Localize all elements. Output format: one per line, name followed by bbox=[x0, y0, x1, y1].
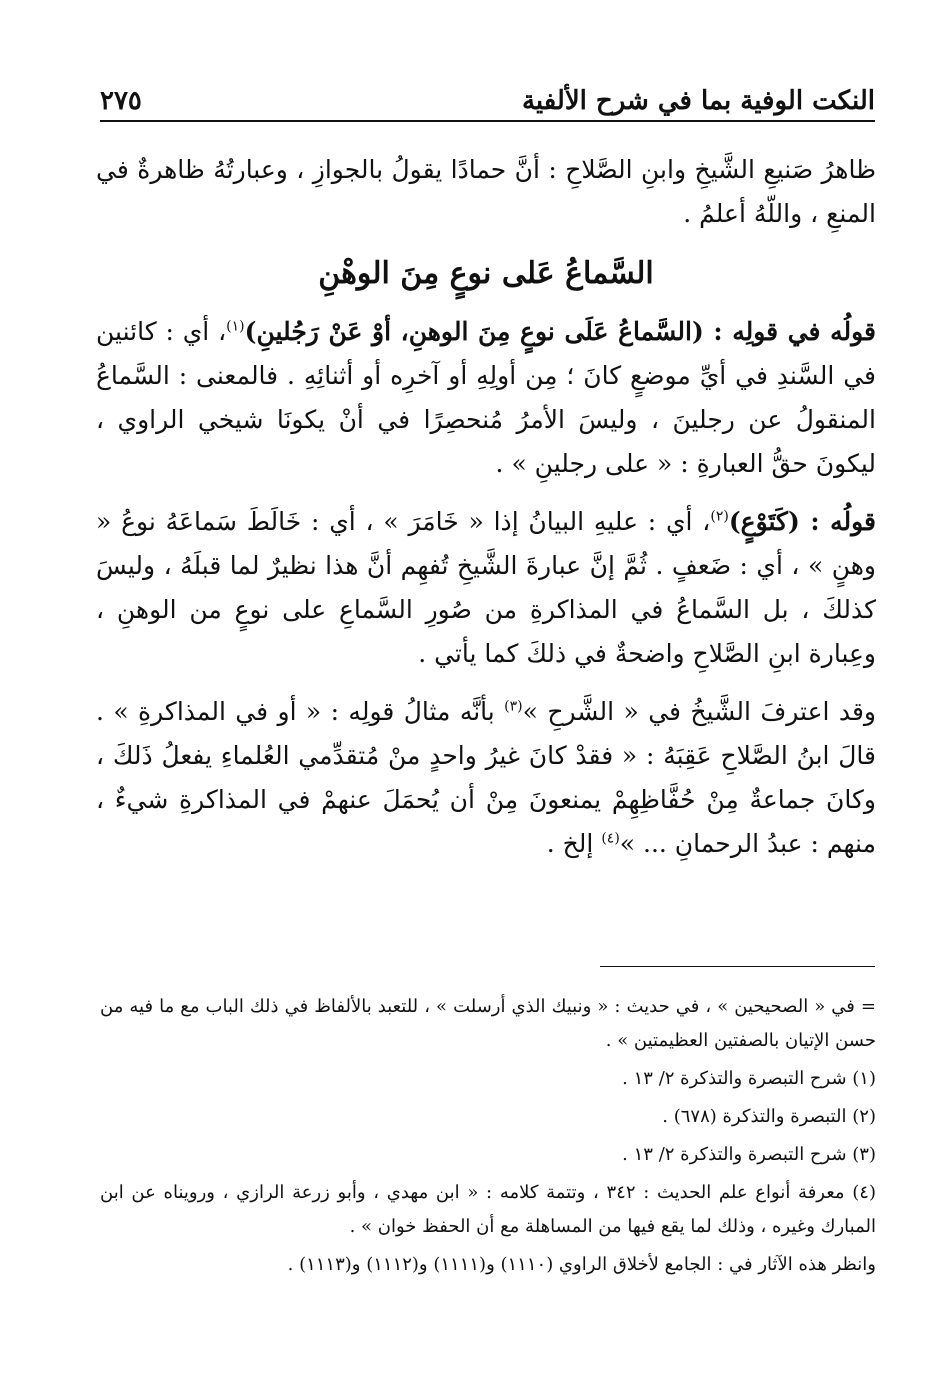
footnote-separator bbox=[600, 966, 875, 967]
paragraph-text: إلخ . bbox=[546, 829, 602, 858]
footnote-ref: (٤) bbox=[601, 830, 620, 847]
footnote-4: (٤) معرفة أنواع علم الحديث : ٣٤٢ ، وتتمة كلامه : « ابن مهدي ، وأبو زرعة الرازي ، ورويناه عن ابن المبارك وغيره ، وذلك لما يقع فيها من المساهلة مع أن الحفظ خوان » . bbox=[100, 1182, 876, 1237]
book-title: النكت الوفية بما في شرح الألفية bbox=[521, 86, 875, 116]
footnote-3: (٣) شرح التبصرة والتذكرة ٢/ ١٣ . bbox=[622, 1144, 876, 1165]
paragraph-text: ، أي : عليهِ البيانُ إذا « خَامَرَ » ، أي : خَالَطَ سَماعَهُ نوعُ « وهنٍ » ، أي : ضَعفٍ . ثُمَّ إنَّ عبارةَ الشَّيخِ تُفهِم أنَّ هذا نظيرٌ لما قبلَهُ ، وليسَ كذلكَ ، بل السَّماعُ في المذاكرةِ من صُورِ السَّماعِ على نوعٍ من الوهنِ ، وعِبارة ابنِ الصَّلاحِ واضحةٌ في ذلكَ كما يأتي . bbox=[96, 507, 876, 668]
paragraph-2 bbox=[96, 310, 876, 486]
paragraph-text: ، أي : كائنين في السَّندِ في أيِّ موضعٍ كانَ ؛ مِن أولِهِ أو آخرِه أو أثنائِهِ . فالمعنى : السَّماعُ المنقولُ عن رجلينَ ، وليسَ الأمرُ مُنحصِرًا في أنْ يكونَا شيخي الراوي ، ليكونَ حقُّ العبارةِ : « على رجلينِ » . bbox=[96, 317, 876, 478]
paragraph-text: وقد اعترفَ الشَّيخُ في « الشَّرحِ » bbox=[522, 697, 876, 726]
main-text bbox=[96, 148, 876, 880]
footnote-continuation: = في « الصحيحين » ، في حديث : « ونبيك الذي أرسلت » ، للتعبد بالألفاظ في ذلك الباب مع ما فيه من حسن الإتيان بالصفتين العظيمتين » . bbox=[100, 996, 876, 1051]
footnote-2: (٢) التبصرة والتذكرة (٦٧٨) . bbox=[662, 1106, 876, 1127]
footnote-4-cont: وانظر هذه الآثار في : الجامع لأخلاق الراوي (١١١٠) و(١١١١) و(١١١٢) و(١١١٣) . bbox=[287, 1254, 876, 1275]
footnotes bbox=[100, 990, 876, 1286]
footnote-ref: (٢) bbox=[710, 508, 729, 525]
paragraph-4 bbox=[96, 690, 876, 866]
quoted-lemma: قولُه في قولِه : (السَّماعُ عَلَى نوعٍ مِنَ الوهنِ، أوْ عَنْ رَجُلينِ) bbox=[244, 317, 876, 346]
footnote-ref: (١) bbox=[226, 318, 245, 335]
paragraph-3 bbox=[96, 500, 876, 676]
quoted-lemma: قولُه : (كَتَوْعٍ) bbox=[728, 507, 876, 536]
page-number: ٢٧٥ bbox=[100, 86, 142, 116]
footnote-ref: (٣) bbox=[504, 698, 523, 715]
paragraph-1: ظاهرُ صَنيعِ الشَّيخِ وابنِ الصَّلاحِ : أنَّ حمادًا يقولُ بالجوازِ ، وعبارتُهُ ظاهرةٌ في المنعِ ، واللّهُ أعلمُ . bbox=[96, 155, 876, 228]
section-heading: السَّماعُ عَلى نوعٍ مِنَ الوهْنِ bbox=[318, 256, 654, 291]
paragraph-text: بأنَّه مثالُ قولِه : « أو في المذاكرةِ » . قالَ ابنُ الصَّلاحِ عَقِبَهُ : « فقدْ كانَ غيرُ واحدٍ منْ مُتقدِّمي العُلماءِ يفعلُ ذَلكَ ، وكانَ جماعةٌ مِنْ حُفَّاظِهِمْ يمنعونَ مِنْ أن يُحمَلَ عنهمْ في المذاكرةِ شيءٌ ، منهم : عبدُ الرحمانِ ... » bbox=[96, 697, 876, 858]
running-header bbox=[100, 60, 875, 122]
footnote-1: (١) شرح التبصرة والتذكرة ٢/ ١٣ . bbox=[622, 1068, 876, 1089]
